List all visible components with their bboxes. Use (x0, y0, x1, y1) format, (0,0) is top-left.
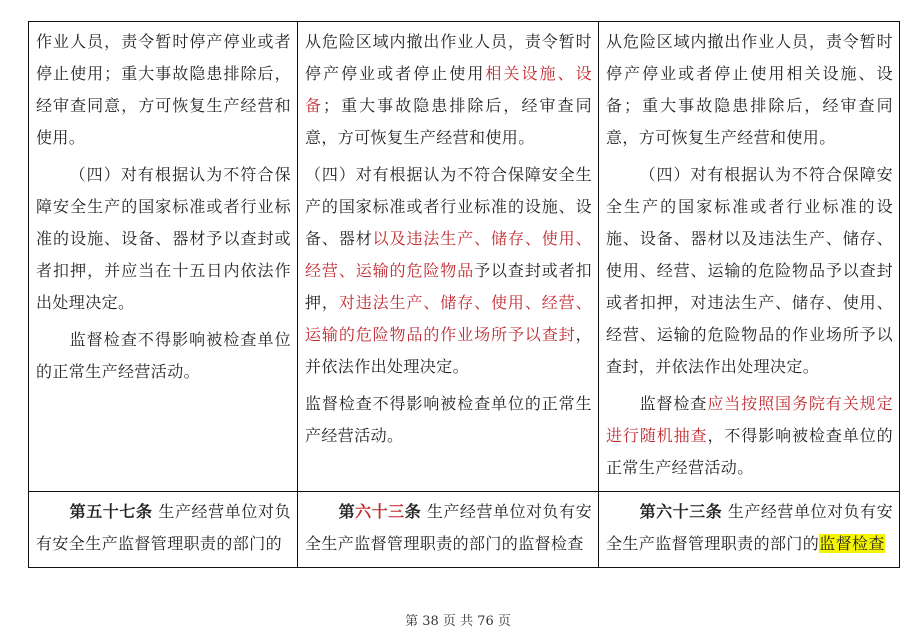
paragraph (606, 159, 893, 383)
table-cell-col3 (599, 22, 900, 492)
text-segment: 监督检查不得影响被检查单位的正常生产经营活动。 (36, 330, 291, 381)
text-segment: 作业人员，责令暂时停产停业或者停止使用；重大事故隐患排除后，经审查同意，方可恢复生产经营和使用。 (36, 32, 291, 147)
table-cell-col1 (29, 492, 298, 568)
comparison-table (28, 21, 900, 568)
text-segment-bold: 条 (404, 502, 422, 521)
paragraph (36, 324, 291, 388)
text-segment: 从危险区域内撤出作业人员，责令暂时停产停业或者停止使用相关设施、设备；重大事故隐患排除后，经审查同意，方可恢复生产经营和使用。 (606, 32, 893, 147)
text-segment: 监督检查不得影响被检查单位的正常生产经营活动。 (305, 394, 592, 445)
text-segment: 生产经营单位对负有安全生产监督管理职责的部门的 (606, 502, 893, 553)
page-number: 第 38 页 共 76 页 (405, 614, 511, 629)
table-cell-col3 (599, 492, 900, 568)
paragraph (305, 26, 592, 154)
table-row (29, 22, 900, 492)
paragraph (606, 388, 893, 484)
table-cell-col2 (298, 22, 599, 492)
paragraph (606, 26, 893, 154)
text-segment-red: 以及违法生产、储存、使用、经营、运输的危险物品 (305, 229, 592, 280)
text-segment-hl: 监督检查 (819, 534, 885, 553)
table-row (29, 492, 900, 568)
paragraph (305, 159, 592, 383)
text-segment: 从危险区域内撤出作业人员，责令暂时停产停业或者停止使用 (305, 32, 592, 83)
text-segment-red: 相关设施、设备 (305, 64, 592, 115)
paragraph (305, 496, 592, 560)
paragraph (36, 159, 291, 319)
text-segment: ；重大事故隐患排除后，经审查同意，方可恢复生产经营和使用。 (305, 96, 592, 147)
paragraph (36, 26, 291, 154)
text-segment-bold-red: 六十三 (355, 502, 405, 521)
text-segment: （四）对有根据认为不符合保障安全生产的国家标准或者行业标准的设施、设备、器材 (305, 165, 592, 248)
text-segment: （四）对有根据认为不符合保障安全生产的国家标准或者行业标准的设施、设备、器材予以查封或者扣押，并应当在十五日内依法作出处理决定。 (36, 165, 291, 312)
paragraph (305, 388, 592, 452)
text-segment: 予以查封或者扣押， (305, 261, 592, 312)
text-segment: 监督检查 (639, 394, 708, 413)
text-segment: 生产经营单位对负有安全生产监督管理职责的部门的 (36, 502, 291, 553)
text-segment-bold: 第 (338, 502, 356, 521)
table-cell-col2 (298, 492, 599, 568)
text-segment-bold: 第五十七条 (69, 502, 153, 521)
text-segment: ，并依法作出处理决定。 (305, 325, 592, 376)
text-segment-red: 对违法生产、储存、使用、经营、运输的危险物品的作业场所予以查封 (305, 293, 592, 344)
text-segment: 生产经营单位对负有安全生产监督管理职责的部门的监督检查 (305, 502, 592, 553)
text-segment-red: 应当按照国务院有关规定进行随机抽查 (606, 394, 893, 445)
text-segment: ，不得影响被检查单位的正常生产经营活动。 (606, 426, 894, 477)
paragraph (36, 496, 291, 560)
text-segment: （四）对有根据认为不符合保障安全生产的国家标准或者行业标准的设施、设备、器材以及违法生产、储存、使用、经营、运输的危险物品予以查封或者扣押，对违法生产、储存、使用、经营、运输的危险物品的作业场所予以查封，并依法作出处理决定。 (606, 165, 893, 376)
text-segment-bold: 第六十三条 (639, 502, 723, 521)
paragraph (606, 496, 893, 560)
table-cell-col1 (29, 22, 298, 492)
